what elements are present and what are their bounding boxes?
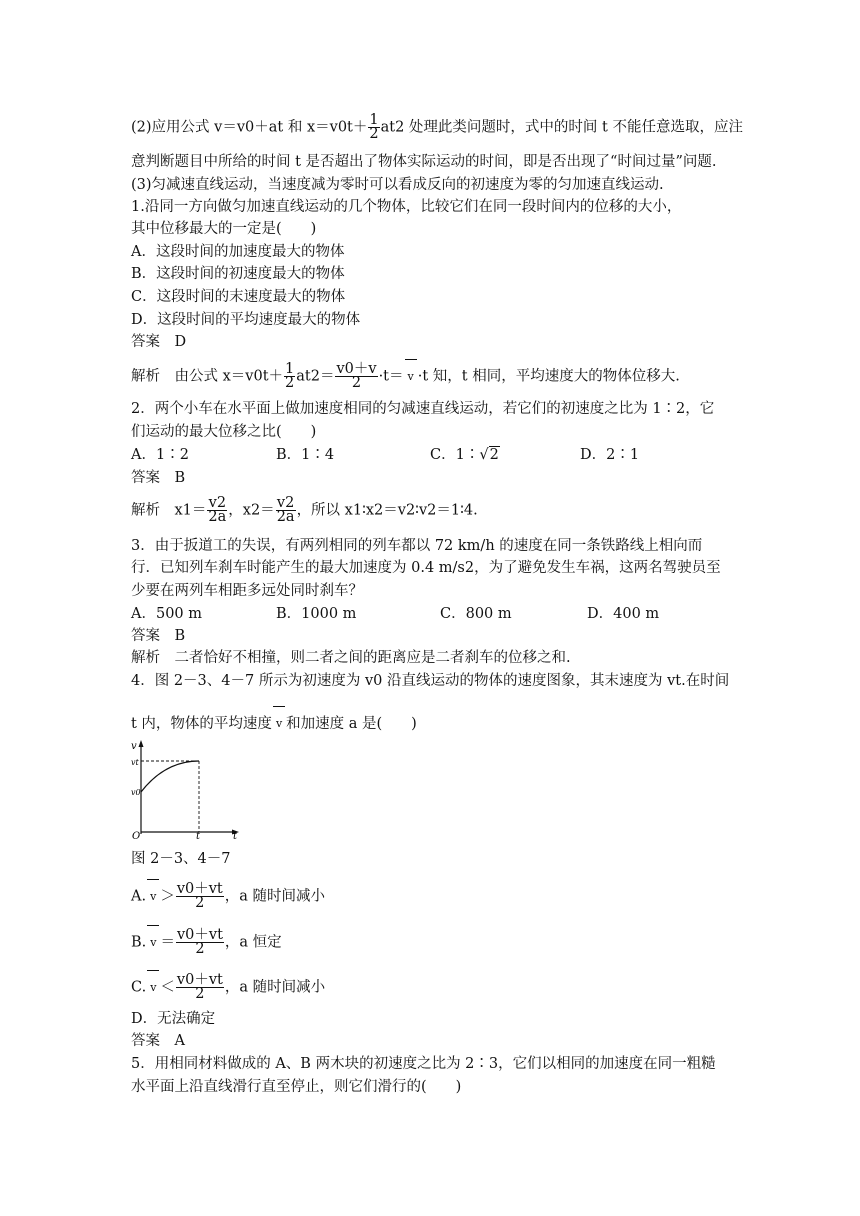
fraction: $\frac{1}{2}$ [285, 361, 295, 391]
q3-option-b: B．1000 m [276, 606, 357, 622]
graph-v-label: v [131, 741, 137, 752]
q1-explanation: 解析 由公式 x＝v0t＋ $\frac{1}{2}$ at2＝ $\frac{v0+v}{2}$ ·t＝ v ·t 知，t 相同，平均速度大的物体位移大. [131, 361, 680, 391]
v-bar-symbol: v [272, 713, 286, 735]
q4-option-d: D．无法确定 [131, 1011, 216, 1027]
graph-origin-label: O [132, 831, 141, 840]
note-2-line1: (2)应用公式 v＝v0＋at 和 x＝v0t＋ $\frac{1}{2}$ at2 处理此类问题时，式中的时间 t 不能任意选取，应注 [131, 112, 743, 142]
q3-answer: 答案 B [131, 628, 186, 644]
q4-option-c: C. v ＜ $\frac{v0+vt}{2}$ ，a 随时间减小 [131, 972, 326, 1002]
v-bar-symbol: v [146, 977, 160, 999]
fraction: $\frac{v2}{2a}$ [208, 495, 227, 525]
fraction: $\frac{v0+v}{2}$ [336, 361, 377, 391]
sqrt-symbol: √2 [479, 447, 499, 463]
figure-caption: 图 2－3、4－7 [131, 851, 231, 867]
graph-t-mark: t [196, 831, 201, 840]
q3-stem-line1: 3．由于扳道工的失误，有两列相同的列车都以 72 km/h 的速度在同一条铁路线上相向而 [131, 538, 703, 554]
v-bar-symbol: v [404, 366, 418, 388]
q2-option-c: C．1∶√2 [430, 444, 500, 466]
q3-explanation: 解析 二者恰好不相撞，则二者之间的距离应是二者刹车的位移之和. [131, 650, 571, 666]
q1-stem-line1: 1.沿同一方向做匀加速直线运动的几个物体，比较它们在同一段时间内的位移的大小， [131, 199, 682, 215]
v-bar-symbol: v [146, 932, 160, 954]
q3-option-a: A．500 m [131, 606, 203, 622]
q2-explanation: 解析 x1＝ $\frac{v2}{2a}$ ，x2＝ $\frac{v2}{2a}$ ，所以 x1∶x2＝v2∶v2＝1∶4. [131, 495, 478, 525]
q2-option-d: D．2∶1 [580, 447, 640, 463]
fraction: $\frac{v0+vt}{2}$ [176, 881, 223, 911]
q2-option-b: B．1∶4 [276, 447, 335, 463]
q3-stem-line3: 少要在两列车相距多远处同时刹车？ [131, 583, 363, 599]
q4-answer: 答案 A [131, 1033, 185, 1049]
fraction-half: $\frac{1}{2}$ [369, 112, 379, 142]
q4-option-a: A. v ＞ $\frac{v0+vt}{2}$ ，a 随时间减小 [131, 881, 326, 911]
graph-t-axis-label: t [233, 831, 238, 840]
q1-option-d: D．这段时间的平均速度最大的物体 [131, 312, 361, 328]
q4-option-b: B. v ＝ $\frac{v0+vt}{2}$ ，a 恒定 [131, 927, 282, 957]
q1-answer: 答案 D [131, 334, 187, 350]
q2-stem-line1: 2．两个小车在水平面上做加速度相同的匀减速直线运动，若它们的初速度之比为 1∶2，它 [131, 401, 715, 417]
graph-v0-label: v0 [131, 788, 141, 797]
q2-stem-line2: 们运动的最大位移之比( ) [131, 424, 317, 440]
q1-option-b: B．这段时间的初速度最大的物体 [131, 266, 345, 282]
fraction: $\frac{v0+vt}{2}$ [176, 972, 223, 1002]
q3-stem-line2: 行．已知列车刹车时能产生的最大加速度为 0.4 m/s2，为了避免发生车祸，这两名驾驶员至 [131, 560, 721, 576]
q5-stem-line2: 水平面上沿直线滑行直至停止，则它们滑行的( ) [131, 1079, 462, 1095]
q3-option-c: C．800 m [440, 606, 512, 622]
q5-stem-line1: 5．用相同材料做成的 A、B 两木块的初速度之比为 2∶3，它们以相同的加速度在同一粗糙 [131, 1056, 716, 1072]
q1-option-a: A．这段时间的加速度最大的物体 [131, 244, 345, 260]
graph-vt-label: vt [131, 758, 139, 767]
velocity-time-graph [131, 738, 243, 840]
q4-stem-line2: t 内，物体的平均速度 v 和加速度 a 是( ) [131, 713, 417, 735]
v-bar-symbol: v [146, 886, 160, 908]
q1-stem-line2: 其中位移最大的一定是( ) [131, 221, 317, 237]
fraction: $\frac{v2}{2a}$ [276, 495, 295, 525]
note-3: (3)匀减速直线运动，当速度减为零时可以看成反向的初速度为零的匀加速直线运动. [131, 177, 664, 193]
q2-answer: 答案 B [131, 470, 186, 486]
fraction: $\frac{v0+vt}{2}$ [176, 927, 223, 957]
q3-option-d: D．400 m [587, 606, 660, 622]
note-2-line2: 意判断题目中所给的时间 t 是否超出了物体实际运动的时间，即是否出现了“时间过量”问题. [131, 154, 717, 170]
q2-option-a: A．1∶2 [131, 447, 189, 463]
q4-stem-line1: 4．图 2－3、4－7 所示为初速度为 v0 沿直线运动的物体的速度图象，其末速度为 vt.在时间 [131, 673, 730, 689]
q1-option-c: C．这段时间的末速度最大的物体 [131, 289, 346, 305]
